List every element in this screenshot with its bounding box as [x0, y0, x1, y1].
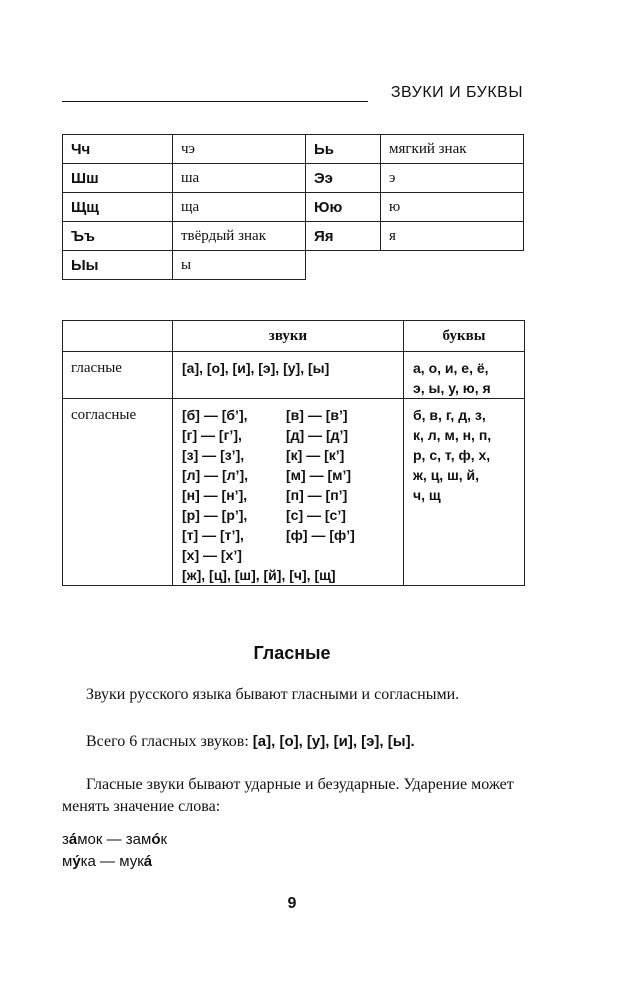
sound-pair: [т] — [т’], — [182, 527, 244, 543]
stressed-vowel: ó — [151, 831, 161, 848]
paragraph — [62, 731, 524, 753]
header-rule — [62, 101, 368, 102]
example-line — [62, 829, 167, 851]
sound-pair-line — [182, 425, 395, 445]
empty-cell — [306, 251, 381, 280]
letters-line: ч, щ — [413, 487, 441, 503]
letter-name-cell: чэ — [173, 135, 306, 164]
sounds-letters-table — [62, 320, 525, 586]
stressed-vowel: ý — [72, 853, 81, 870]
letter-cell: Ьь — [306, 135, 381, 164]
paragraph — [62, 684, 524, 706]
running-header: ЗВУКИ И БУКВЫ — [390, 84, 523, 101]
dash: — — [102, 831, 126, 848]
paragraph-text: Всего 6 гласных звуков: — [86, 733, 253, 750]
alphabet-table — [62, 134, 524, 280]
page-number: 9 — [287, 895, 297, 912]
letter-name-cell: э — [381, 164, 524, 193]
letters-line: а, о, и, е, ё, — [413, 360, 489, 376]
letter-name-cell: ю — [381, 193, 524, 222]
stressed-vowel: á — [143, 853, 153, 870]
sound-pair: [в] — [в’] — [286, 407, 348, 423]
sound-pair: [х] — [х’] — [182, 547, 242, 563]
sound-pair: [ф] — [ф’] — [286, 527, 355, 543]
category-cell: гласные — [63, 352, 173, 399]
sound-pair-line — [182, 465, 395, 485]
sound-pair: [б] — [б’], — [182, 407, 248, 423]
letter-cell: Ыы — [63, 251, 173, 280]
table-row — [63, 352, 525, 399]
table-row — [63, 164, 524, 193]
letters-line: б, в, г, д, з, — [413, 407, 486, 423]
consonant-letters-cell — [404, 399, 525, 586]
column-header: буквы — [404, 321, 525, 352]
letter-name-cell: твёрдый знак — [173, 222, 306, 251]
sound-pair: [д] — [д’] — [286, 427, 349, 443]
unpaired-sounds: [ж], [ц], [ш], [й], [ч], [щ] — [182, 567, 336, 583]
letter-cell: Яя — [306, 222, 381, 251]
column-header: звуки — [173, 321, 404, 352]
letter-cell: Ъъ — [63, 222, 173, 251]
word-part: мок — [77, 831, 103, 848]
vowel-list: [а], [о], [у], [и], [э], [ы]. — [252, 733, 415, 750]
letter-cell: Шш — [63, 164, 173, 193]
word-part: зам — [125, 831, 152, 848]
paragraph — [62, 774, 524, 818]
letter-cell: Ээ — [306, 164, 381, 193]
dash: — — [95, 853, 120, 870]
table-row — [63, 193, 524, 222]
sound-pair: [г] — [г’], — [182, 427, 242, 443]
letter-name-cell: я — [381, 222, 524, 251]
table-row — [63, 251, 524, 280]
letter-name-cell: ы — [173, 251, 306, 280]
word-part: ка — [80, 853, 96, 870]
letter-cell: Юю — [306, 193, 381, 222]
table-row — [63, 135, 524, 164]
letters-line: ж, ц, ш, й, — [413, 467, 480, 483]
word-part: з — [62, 831, 69, 848]
sound-pair-line — [182, 525, 395, 545]
sound-pair: [п] — [п’] — [286, 487, 348, 503]
sound-pair-line — [182, 545, 395, 565]
vowel-letters-cell — [404, 352, 525, 399]
category-cell: согласные — [63, 399, 173, 586]
sound-pair: [р] — [р’], — [182, 507, 248, 523]
paragraph-text: Звуки русского языка бывают гласными и согласными. — [86, 686, 460, 703]
table-row — [63, 222, 524, 251]
letter-cell: Чч — [63, 135, 173, 164]
sound-pair: [м] — [м’] — [286, 467, 352, 483]
column-header — [63, 321, 173, 352]
table-header-row — [63, 321, 525, 352]
example-line — [62, 851, 152, 873]
paragraph-text: Гласные звуки бывают ударные и безударные. Ударение может менять значение слова: — [62, 776, 514, 815]
table-row — [63, 399, 525, 586]
word-part: мук — [119, 853, 144, 870]
consonant-sounds-cell — [173, 399, 404, 586]
sound-pair-line — [182, 445, 395, 465]
letters-line: э, ы, у, ю, я — [413, 380, 491, 396]
word-part: к — [160, 831, 168, 848]
sound-pair: [н] — [н’], — [182, 487, 248, 503]
letter-name-cell: ша — [173, 164, 306, 193]
letter-cell: Щщ — [63, 193, 173, 222]
sound-pair: [л] — [л’], — [182, 467, 248, 483]
letters-line: р, с, т, ф, х, — [413, 447, 491, 463]
vowel-sounds: [а], [о], [и], [э], [у], [ы] — [182, 360, 330, 376]
empty-cell — [381, 251, 524, 280]
word-part: м — [62, 853, 73, 870]
stressed-vowel: á — [68, 831, 78, 848]
letter-name-cell: мягкий знак — [381, 135, 524, 164]
sound-pair-line — [182, 505, 395, 525]
sound-pair: [к] — [к’] — [286, 447, 345, 463]
vowel-sounds-cell — [173, 352, 404, 399]
letters-line: к, л, м, н, п, — [413, 427, 492, 443]
sound-pair: [с] — [с’] — [286, 507, 346, 523]
sound-pair-line — [182, 485, 395, 505]
sound-pair-line — [182, 405, 395, 425]
section-heading: Гласные — [253, 643, 331, 663]
sound-pair: [з] — [з’], — [182, 447, 245, 463]
letter-name-cell: ща — [173, 193, 306, 222]
